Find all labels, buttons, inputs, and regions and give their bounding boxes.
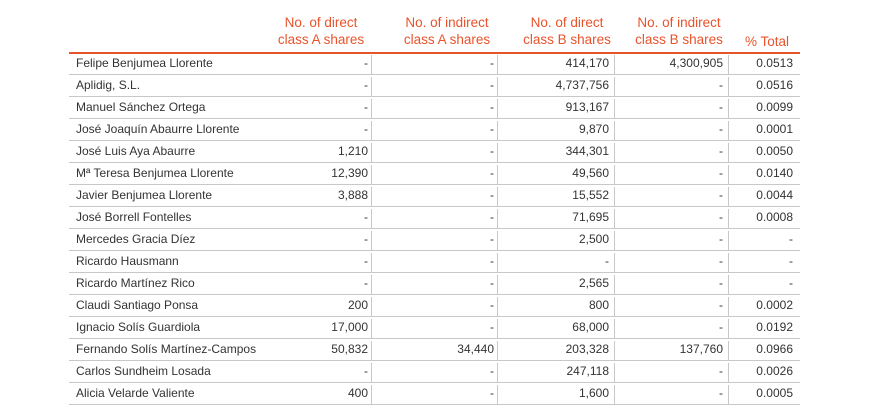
column-divider: [497, 319, 498, 338]
cell-direct-class-b: 800: [588, 298, 609, 312]
header-direct-class-b: [511, 14, 623, 48]
cell-direct-class-b: 71,695: [572, 210, 609, 224]
cell-indirect-class-a: -: [490, 232, 494, 246]
table-row: [69, 97, 800, 119]
column-divider: [497, 341, 498, 360]
table-row: [69, 229, 800, 251]
cell-direct-class-a: 200: [347, 298, 368, 312]
cell-name: Mercedes Gracia Díez: [76, 232, 196, 246]
cell-direct-class-a: 17,000: [331, 320, 368, 334]
table-row: [69, 339, 800, 361]
header-line: class A shares: [403, 32, 491, 47]
cell-total: 0.0008: [756, 210, 793, 224]
table-row: [69, 207, 800, 229]
cell-direct-class-a: -: [364, 56, 368, 70]
cell-direct-class-a: 1,210: [337, 144, 368, 158]
column-divider: [371, 77, 372, 96]
column-divider: [497, 297, 498, 316]
column-divider: [371, 385, 372, 404]
cell-direct-class-b: -: [605, 254, 609, 268]
header-indirect-class-b: [622, 14, 736, 48]
column-divider: [371, 319, 372, 338]
cell-total: -: [789, 276, 793, 290]
header-line: class A shares: [277, 32, 365, 47]
cell-total: 0.0001: [756, 122, 793, 136]
table-row: [69, 53, 800, 75]
cell-name: Felipe Benjumea Llorente: [76, 56, 213, 70]
table-row: [69, 361, 800, 383]
cell-direct-class-b: 4,737,756: [555, 78, 609, 92]
column-divider: [497, 99, 498, 118]
column-divider: [497, 143, 498, 162]
cell-indirect-class-b: -: [719, 386, 723, 400]
header-line: No. of direct: [530, 15, 604, 30]
cell-direct-class-a: 400: [347, 386, 368, 400]
cell-direct-class-b: 9,870: [578, 122, 609, 136]
cell-indirect-class-b: -: [719, 364, 723, 378]
column-divider: [371, 231, 372, 250]
cell-indirect-class-a: -: [490, 100, 494, 114]
cell-direct-class-b: 15,552: [572, 188, 609, 202]
column-divider: [371, 165, 372, 184]
cell-indirect-class-b: -: [719, 188, 723, 202]
cell-total: 0.0026: [756, 364, 793, 378]
cell-direct-class-b: 203,328: [565, 342, 609, 356]
cell-indirect-class-a: -: [490, 386, 494, 400]
cell-indirect-class-a: -: [490, 78, 494, 92]
cell-name: Ricardo Hausmann: [76, 254, 179, 268]
cell-name: Ricardo Martínez Rico: [76, 276, 195, 290]
table-row: [69, 273, 800, 295]
table-row: [69, 141, 800, 163]
column-divider: [497, 187, 498, 206]
header-line: class B shares: [523, 32, 611, 47]
column-divider: [371, 341, 372, 360]
column-divider: [497, 55, 498, 74]
cell-total: 0.0192: [756, 320, 793, 334]
cell-direct-class-b: 344,301: [565, 144, 609, 158]
column-divider: [497, 77, 498, 96]
cell-total: 0.0513: [756, 56, 793, 70]
cell-indirect-class-b: -: [719, 320, 723, 334]
header-line: No. of direct: [284, 15, 358, 30]
column-divider: [497, 231, 498, 250]
cell-indirect-class-b: -: [719, 122, 723, 136]
cell-name: Mª Teresa Benjumea Llorente: [76, 166, 234, 180]
column-divider: [497, 363, 498, 382]
cell-direct-class-a: -: [364, 254, 368, 268]
cell-indirect-class-a: -: [490, 276, 494, 290]
table-row: [69, 317, 800, 339]
cell-direct-class-b: 913,167: [565, 100, 609, 114]
cell-total: 0.0140: [756, 166, 793, 180]
cell-indirect-class-b: 137,760: [679, 342, 723, 356]
column-divider: [371, 99, 372, 118]
column-divider: [497, 275, 498, 294]
cell-direct-class-b: 68,000: [572, 320, 609, 334]
cell-indirect-class-b: -: [719, 298, 723, 312]
cell-total: 0.0099: [756, 100, 793, 114]
cell-indirect-class-a: 34,440: [457, 342, 494, 356]
cell-total: 0.0005: [756, 386, 793, 400]
column-divider: [371, 55, 372, 74]
cell-direct-class-b: 1,600: [578, 386, 609, 400]
cell-indirect-class-a: -: [490, 122, 494, 136]
column-divider: [371, 363, 372, 382]
cell-name: Carlos Sundheim Losada: [76, 364, 211, 378]
cell-indirect-class-b: -: [719, 232, 723, 246]
column-divider: [497, 253, 498, 272]
cell-direct-class-a: 3,888: [337, 188, 368, 202]
header-total: % Total: [744, 34, 790, 49]
cell-direct-class-b: 2,500: [578, 232, 609, 246]
column-divider: [371, 187, 372, 206]
column-divider: [497, 121, 498, 140]
cell-indirect-class-b: -: [719, 254, 723, 268]
cell-direct-class-a: 12,390: [331, 166, 368, 180]
cell-direct-class-a: -: [364, 100, 368, 114]
cell-name: Ignacio Solís Guardiola: [76, 320, 201, 334]
cell-direct-class-b: 247,118: [566, 364, 609, 378]
cell-total: 0.0044: [756, 188, 793, 202]
header-direct-class-a: [263, 14, 379, 48]
column-divider: [371, 275, 372, 294]
cell-direct-class-a: -: [364, 78, 368, 92]
cell-indirect-class-a: -: [490, 166, 494, 180]
table-row: [69, 295, 800, 317]
cell-total: -: [789, 254, 793, 268]
header-line: No. of indirect: [405, 15, 489, 30]
cell-indirect-class-a: -: [490, 210, 494, 224]
cell-name: José Luis Aya Abaurre: [76, 144, 196, 158]
table-row: [69, 119, 800, 141]
table-row: [69, 163, 800, 185]
cell-name: Javier Benjumea Llorente: [76, 188, 213, 202]
cell-name: Aplidig, S.L.: [76, 78, 141, 92]
table-row: [69, 75, 800, 97]
column-divider: [371, 121, 372, 140]
column-divider: [371, 253, 372, 272]
cell-total: 0.0966: [756, 342, 793, 356]
cell-direct-class-a: -: [364, 276, 368, 290]
cell-indirect-class-b: 4,300,905: [669, 56, 723, 70]
cell-direct-class-a: -: [364, 210, 368, 224]
cell-name: Alicia Velarde Valiente: [76, 386, 195, 400]
cell-direct-class-b: 49,560: [572, 166, 609, 180]
table-row: [69, 251, 800, 273]
cell-name: José Borrell Fontelles: [76, 210, 192, 224]
cell-indirect-class-a: -: [490, 254, 494, 268]
cell-direct-class-b: 2,565: [578, 276, 609, 290]
cell-indirect-class-a: -: [490, 188, 494, 202]
cell-direct-class-b: 414,170: [565, 56, 609, 70]
cell-name: José Joaquín Abaurre Llorente: [76, 122, 240, 136]
column-divider: [497, 385, 498, 404]
cell-indirect-class-a: -: [490, 144, 494, 158]
cell-indirect-class-a: -: [490, 56, 494, 70]
table-row: [69, 185, 800, 207]
cell-indirect-class-b: -: [719, 166, 723, 180]
table-row: [69, 383, 800, 405]
header-indirect-class-a: [387, 14, 507, 48]
shareholdings-table: [69, 0, 800, 405]
column-divider: [497, 165, 498, 184]
column-divider: [497, 209, 498, 228]
cell-indirect-class-b: -: [719, 210, 723, 224]
cell-indirect-class-a: -: [490, 298, 494, 312]
cell-indirect-class-a: -: [490, 320, 494, 334]
cell-indirect-class-b: -: [719, 276, 723, 290]
cell-indirect-class-b: -: [719, 78, 723, 92]
cell-name: Claudi Santiago Ponsa: [76, 298, 199, 312]
cell-direct-class-a: 50,832: [331, 342, 368, 356]
cell-direct-class-a: -: [364, 122, 368, 136]
cell-name: Manuel Sánchez Ortega: [76, 100, 206, 114]
cell-indirect-class-a: -: [490, 364, 494, 378]
cell-name: Fernando Solís Martínez-Campos: [76, 342, 257, 356]
header-line: class B shares: [635, 32, 723, 47]
cell-total: 0.0002: [756, 298, 793, 312]
cell-total: 0.0516: [756, 78, 793, 92]
column-divider: [371, 209, 372, 228]
table-header: [69, 0, 800, 53]
cell-direct-class-a: -: [364, 232, 368, 246]
cell-indirect-class-b: -: [719, 144, 723, 158]
cell-direct-class-a: -: [364, 364, 368, 378]
cell-total: 0.0050: [756, 144, 793, 158]
column-divider: [371, 143, 372, 162]
table-body: [69, 53, 800, 405]
cell-indirect-class-b: -: [719, 100, 723, 114]
header-line: No. of indirect: [637, 15, 721, 30]
cell-total: -: [789, 232, 793, 246]
column-divider: [371, 297, 372, 316]
